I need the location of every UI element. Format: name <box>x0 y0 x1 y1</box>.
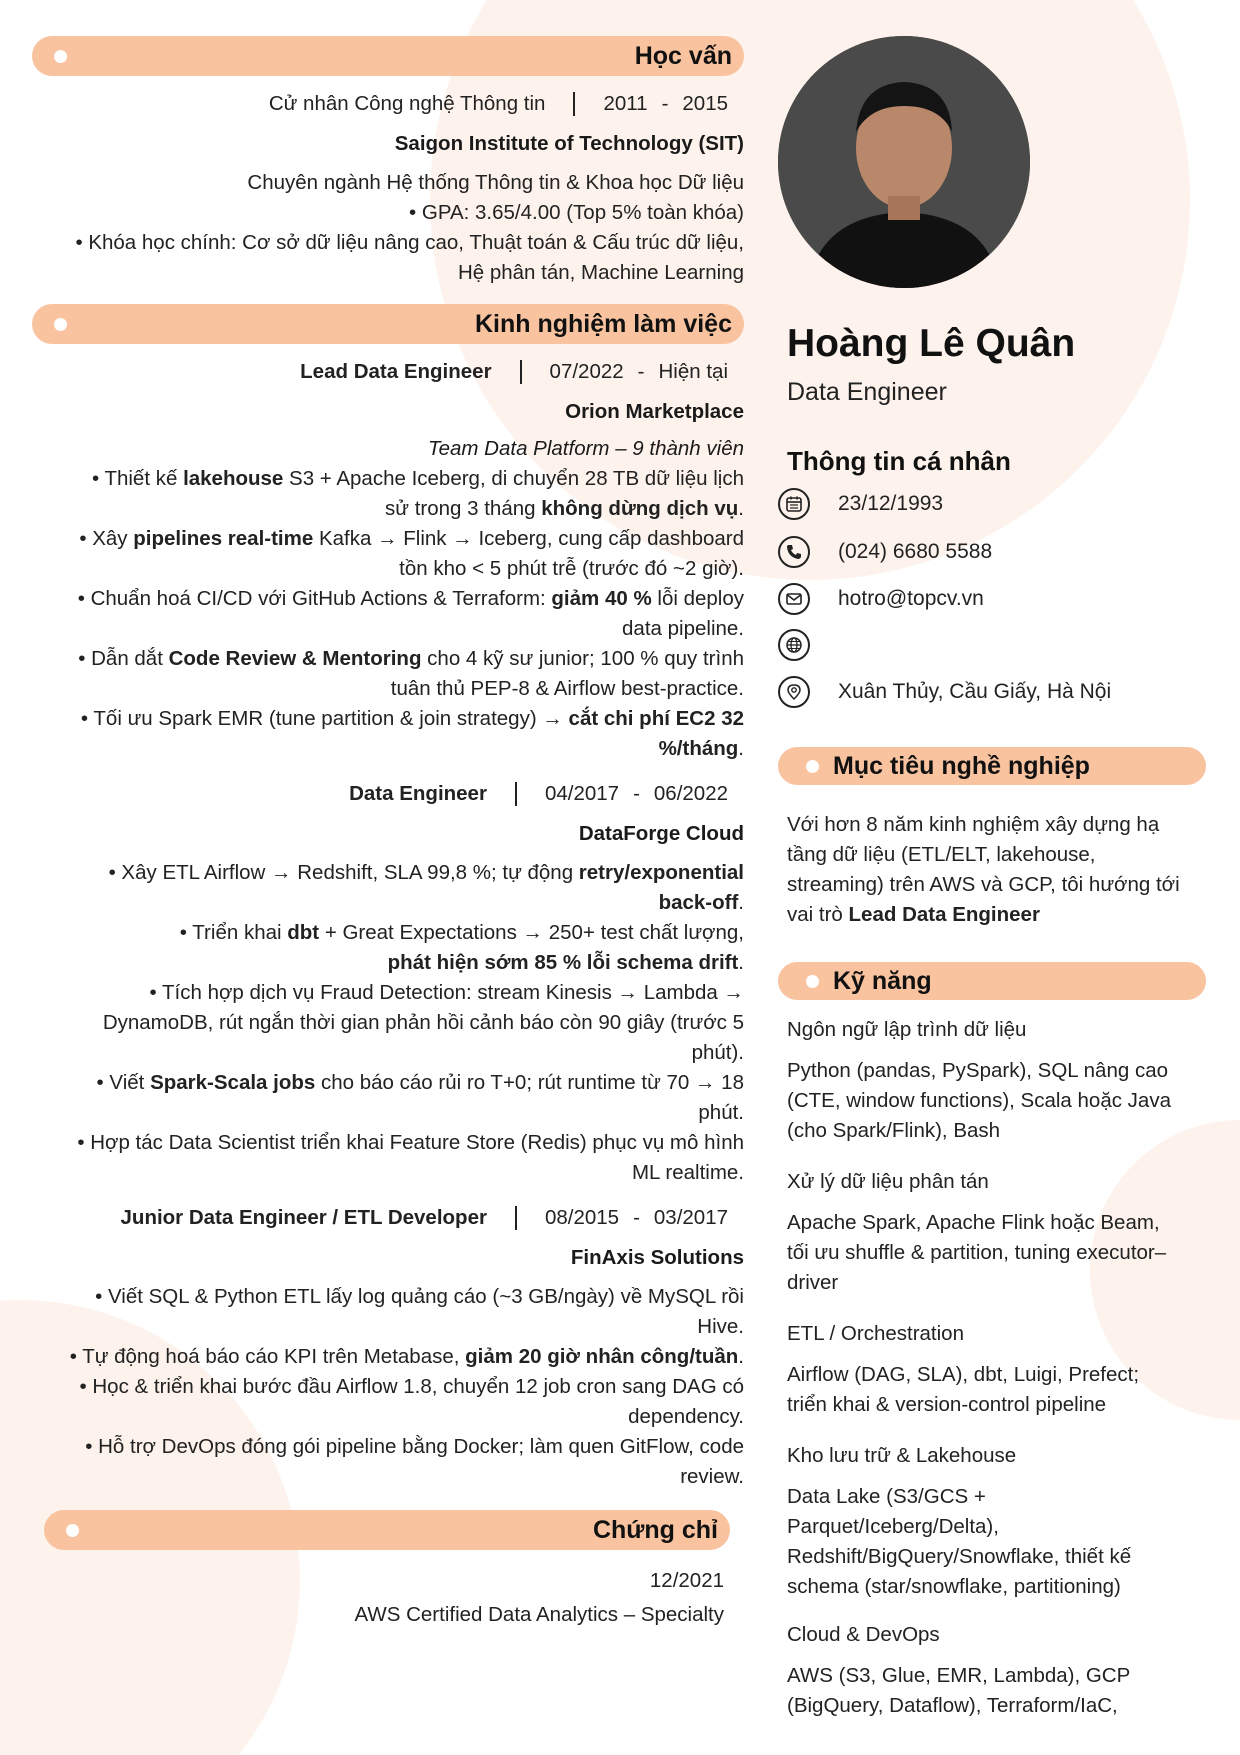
certificate-name: AWS Certified Data Analytics – Specialty <box>354 1603 724 1626</box>
bullet-line <box>32 1158 744 1188</box>
job-start: 07/2022 <box>549 360 624 383</box>
bullet-text: • Triển khai <box>179 921 288 944</box>
bullet-list <box>32 858 744 1188</box>
skill-group-text <box>787 1360 1197 1420</box>
bullet-line <box>32 1282 744 1312</box>
bullet-text: • Xây <box>79 527 134 550</box>
bullet-line <box>32 1402 744 1432</box>
bullet-text: data pipeline. <box>622 617 744 640</box>
experience-section-header <box>32 304 744 344</box>
bullet-bold: không dừng dịch vụ <box>541 497 739 520</box>
skill-group-title: Cloud & DevOps <box>787 1623 940 1646</box>
certificates-section-header <box>44 1510 730 1550</box>
person-avatar-icon <box>778 36 1030 288</box>
gpa: • GPA: 3.65/4.00 (Top 5% toàn khóa) <box>409 201 744 224</box>
email-icon <box>778 583 810 615</box>
email-row <box>778 582 984 616</box>
address-row <box>778 675 1111 709</box>
bullet-dot-icon <box>54 318 67 331</box>
experience-title: Kinh nghiệm làm việc <box>474 309 732 338</box>
dash: - <box>637 360 645 383</box>
separator <box>515 782 517 806</box>
skill-group-title: Kho lưu trữ & Lakehouse <box>787 1444 1017 1467</box>
left-column <box>32 36 744 1632</box>
bullet-text: ML realtime. <box>631 1161 744 1184</box>
phone-value[interactable]: (024) 6680 5588 <box>838 540 993 563</box>
job-head <box>32 354 744 390</box>
bullet-text: S3 + Apache Iceberg, di chuyển 28 TB dữ liệu lịch <box>283 467 744 490</box>
skill-line: schema (star/snowflake, partitioning) <box>787 1575 1121 1598</box>
bullet-text: • Dẫn dắt <box>78 647 169 670</box>
skill-line: triển khai & version-control pipeline <box>787 1393 1107 1416</box>
certificates-title: Chứng chỉ <box>592 1515 718 1544</box>
bullet-text: Kafka → Flink → Iceberg, cung cấp dashboard <box>313 527 744 550</box>
profile-photo <box>778 36 1030 288</box>
bullet-text: lỗi deploy <box>651 587 744 610</box>
bullet-dot-icon <box>54 50 67 63</box>
skill-line: Airflow (DAG, SLA), dbt, Luigi, Prefect; <box>787 1363 1140 1386</box>
bullet-line <box>32 1128 744 1158</box>
bullet-text: . <box>738 497 744 520</box>
dob-row <box>778 487 943 521</box>
bullet-line <box>32 1312 744 1342</box>
email-value[interactable]: hotro@topcv.vn <box>838 587 984 610</box>
bullet-line <box>32 674 744 704</box>
courses-line-2: Hệ phân tán, Machine Learning <box>457 261 744 284</box>
dob-value: 23/12/1993 <box>838 492 944 515</box>
skill-line: Parquet/Iceberg/Delta), <box>787 1515 999 1538</box>
major: Chuyên ngành Hệ thống Thông tin & Khoa học Dữ liệu <box>247 171 744 194</box>
bullet-line <box>32 614 744 644</box>
dash: - <box>661 92 669 115</box>
education-section-header <box>32 36 744 76</box>
team-info: Team Data Platform – 9 thành viên <box>427 437 744 460</box>
bullet-list <box>32 464 744 764</box>
bullet-text: + Great Expectations → 250+ test chất lượng, <box>319 921 744 944</box>
bullet-line <box>32 978 744 1008</box>
bullet-bold: back-off <box>658 891 739 914</box>
bullet-line <box>32 464 744 494</box>
job-start: 08/2015 <box>544 1206 620 1229</box>
skill-group-title: ETL / Orchestration <box>787 1322 964 1345</box>
full-name: Hoàng Lê Quân <box>787 322 1076 365</box>
bullet-line <box>32 734 744 764</box>
bullet-line <box>32 888 744 918</box>
bullet-bold: lakehouse <box>183 467 284 490</box>
bullet-text: • Xây ETL Airflow → Redshift, SLA 99,8 %; tự động <box>108 861 579 884</box>
bullet-line <box>32 494 744 524</box>
skill-group-text <box>787 1482 1197 1602</box>
bullet-dot-icon <box>806 975 819 988</box>
skill-line: Data Lake (S3/GCS + <box>787 1485 986 1508</box>
job-end: 06/2022 <box>653 782 728 805</box>
skill-group-text <box>787 1208 1197 1298</box>
education-details <box>32 168 744 288</box>
bullet-line <box>32 1008 744 1038</box>
skill-line: Redshift/BigQuery/Snowflake, thiết kế <box>787 1545 1132 1568</box>
skills-section-header <box>778 962 1206 1000</box>
bullet-line <box>32 554 744 584</box>
skill-line: driver <box>787 1271 839 1294</box>
personal-info-title: Thông tin cá nhân <box>787 446 1011 476</box>
bullet-list <box>32 1282 744 1492</box>
skill-line: AWS (S3, Glue, EMR, Lambda), GCP <box>787 1664 1131 1687</box>
address-value: Xuân Thủy, Cầu Giấy, Hà Nội <box>838 680 1112 703</box>
bullet-bold: retry/exponential <box>578 861 744 884</box>
bullet-line <box>32 584 744 614</box>
degree: Cử nhân Công nghệ Thông tin <box>268 92 546 115</box>
company-name: FinAxis Solutions <box>570 1246 744 1269</box>
bullet-text: . <box>738 737 744 760</box>
bullet-bold: giảm 20 giờ nhân công/tuần <box>465 1345 739 1368</box>
objective-line: tầng dữ liệu (ETL/ELT, lakehouse, <box>787 843 1096 866</box>
objective-line: Với hơn 8 năm kinh nghiệm xây dựng hạ <box>787 813 1160 836</box>
separator <box>515 1206 517 1230</box>
bullet-line <box>32 1098 744 1128</box>
edu-end: 2015 <box>682 92 728 115</box>
bullet-text: tồn kho < 5 phút trễ (trước đó ~2 giờ). <box>399 557 744 580</box>
bullet-line <box>32 1038 744 1068</box>
skill-group-title: Ngôn ngữ lập trình dữ liệu <box>787 1018 1027 1041</box>
skill-group-text <box>787 1056 1197 1146</box>
skills-title: Kỹ năng <box>833 966 932 995</box>
bullet-dot-icon <box>66 1524 79 1537</box>
separator <box>573 92 575 116</box>
bullet-bold: Code Review & Mentoring <box>168 647 422 670</box>
dash: - <box>633 1206 640 1229</box>
objective-text-part: vai trò <box>787 903 849 926</box>
dash: - <box>633 782 640 805</box>
job-start: 04/2017 <box>544 782 620 805</box>
job-role: Lead Data Engineer <box>300 360 492 383</box>
job-list <box>32 354 744 1492</box>
bullet-text: tuân thủ PEP-8 & Airflow best-practice. <box>390 677 744 700</box>
phone-row <box>778 535 992 569</box>
bullet-text: . <box>738 1345 744 1368</box>
bullet-text: cho báo cáo rủi ro T+0; rút runtime từ 70 → 18 <box>315 1071 744 1094</box>
skill-line: (CTE, window functions), Scala hoặc Java <box>787 1089 1171 1112</box>
bullet-text: • Tối ưu Spark EMR (tune partition & join strategy) → <box>80 707 569 730</box>
bullet-line <box>32 858 744 888</box>
calendar-icon <box>778 488 810 520</box>
bullet-line <box>32 948 744 978</box>
bullet-text: cho 4 kỹ sư junior; 100 % quy trình <box>421 647 744 670</box>
company-name: DataForge Cloud <box>578 822 744 845</box>
bullet-text: Hive. <box>697 1315 744 1338</box>
bullet-text: • Tự động hoá báo cáo KPI trên Metabase, <box>69 1345 466 1368</box>
bullet-bold: %/tháng <box>658 737 739 760</box>
job-role: Data Engineer <box>349 782 487 805</box>
company-name: Orion Marketplace <box>565 400 744 423</box>
job-head <box>32 1200 744 1236</box>
bullet-text: • Hỗ trợ DevOps đóng gói pipeline bằng Docker; làm quen GitFlow, code <box>85 1435 744 1458</box>
courses-line-1: • Khóa học chính: Cơ sở dữ liệu nâng cao, Thuật toán & Cấu trúc dữ liệu, <box>75 231 744 254</box>
bullet-text: dependency. <box>628 1405 744 1428</box>
bullet-text: review. <box>680 1465 744 1488</box>
bullet-line <box>32 918 744 948</box>
job-end: Hiện tại <box>658 360 728 383</box>
skill-line: tối ưu shuffle & partition, tuning executor– <box>787 1241 1167 1264</box>
bullet-text: • Thiết kế <box>91 467 184 490</box>
skill-line: Apache Spark, Apache Flink hoặc Beam, <box>787 1211 1160 1234</box>
globe-icon <box>778 629 810 661</box>
bullet-line <box>32 1372 744 1402</box>
website-row <box>778 628 838 662</box>
objective-section-header <box>778 747 1206 785</box>
school-name: Saigon Institute of Technology (SIT) <box>394 132 744 155</box>
objective-title: Mục tiêu nghề nghiệp <box>833 751 1090 780</box>
bullet-text: • Chuẩn hoá CI/CD với GitHub Actions & Terraform: <box>77 587 552 610</box>
bullet-text: • Học & triển khai bước đầu Airflow 1.8, chuyển 12 job cron sang DAG có <box>79 1375 744 1398</box>
phone-icon <box>778 536 810 568</box>
skill-group-title: Xử lý dữ liệu phân tán <box>787 1170 989 1193</box>
bullet-line <box>32 524 744 554</box>
bullet-text: DynamoDB, rút ngắn thời gian phản hồi cảnh báo còn 90 giây (trước 5 <box>102 1011 744 1034</box>
bullet-line <box>32 1342 744 1372</box>
bullet-bold: Spark-Scala jobs <box>150 1071 316 1094</box>
objective-line: streaming) trên AWS và GCP, tôi hướng tới <box>787 873 1180 896</box>
bullet-text: • Tích hợp dịch vụ Fraud Detection: stream Kinesis → Lambda → <box>149 981 744 1004</box>
bullet-dot-icon <box>806 760 819 773</box>
skill-line: (cho Spark/Flink), Bash <box>787 1119 1001 1142</box>
certificate-entry <box>32 1564 744 1632</box>
location-pin-icon <box>778 676 810 708</box>
skill-line: (BigQuery, Dataflow), Terraform/IaC, <box>787 1694 1118 1717</box>
bullet-text: phút. <box>698 1101 744 1124</box>
bullet-bold: cắt chi phí EC2 32 <box>568 707 744 730</box>
bullet-line <box>32 644 744 674</box>
bullet-line <box>32 1462 744 1492</box>
objective-bold-part: Lead Data Engineer <box>848 903 1040 926</box>
bullet-line <box>32 1432 744 1462</box>
education-title: Học vấn <box>634 41 732 70</box>
bullet-text: • Hợp tác Data Scientist triển khai Feature Store (Redis) phục vụ mô hình <box>77 1131 744 1154</box>
job-role: Junior Data Engineer / ETL Developer <box>120 1206 487 1229</box>
separator <box>520 360 522 384</box>
objective-line <box>787 900 1197 930</box>
bullet-text: • Viết SQL & Python ETL lấy log quảng cáo (~3 GB/ngày) về MySQL rồi <box>95 1285 744 1308</box>
education-entry-head <box>32 86 744 122</box>
bullet-line <box>32 1068 744 1098</box>
bullet-bold: phát hiện sớm 85 % lỗi schema drift <box>387 951 739 974</box>
bullet-text: . <box>738 891 744 914</box>
job-head <box>32 776 744 812</box>
bullet-bold: pipelines real-time <box>133 527 314 550</box>
bullet-text: . <box>738 951 744 974</box>
certificate-date: 12/2021 <box>649 1569 724 1592</box>
job-end: 03/2017 <box>653 1206 728 1229</box>
bullet-text: phút). <box>691 1041 744 1064</box>
bullet-text: • Viết <box>96 1071 151 1094</box>
bullet-bold: dbt <box>287 921 320 944</box>
bullet-bold: giảm 40 % <box>551 587 652 610</box>
job-title: Data Engineer <box>787 378 947 406</box>
edu-start: 2011 <box>603 92 648 115</box>
skill-line: Python (pandas, PySpark), SQL nâng cao <box>787 1059 1168 1082</box>
bullet-text: sử trong 3 tháng <box>385 497 542 520</box>
objective-text <box>787 810 1197 930</box>
skill-group-text <box>787 1661 1197 1721</box>
bullet-line <box>32 704 744 734</box>
